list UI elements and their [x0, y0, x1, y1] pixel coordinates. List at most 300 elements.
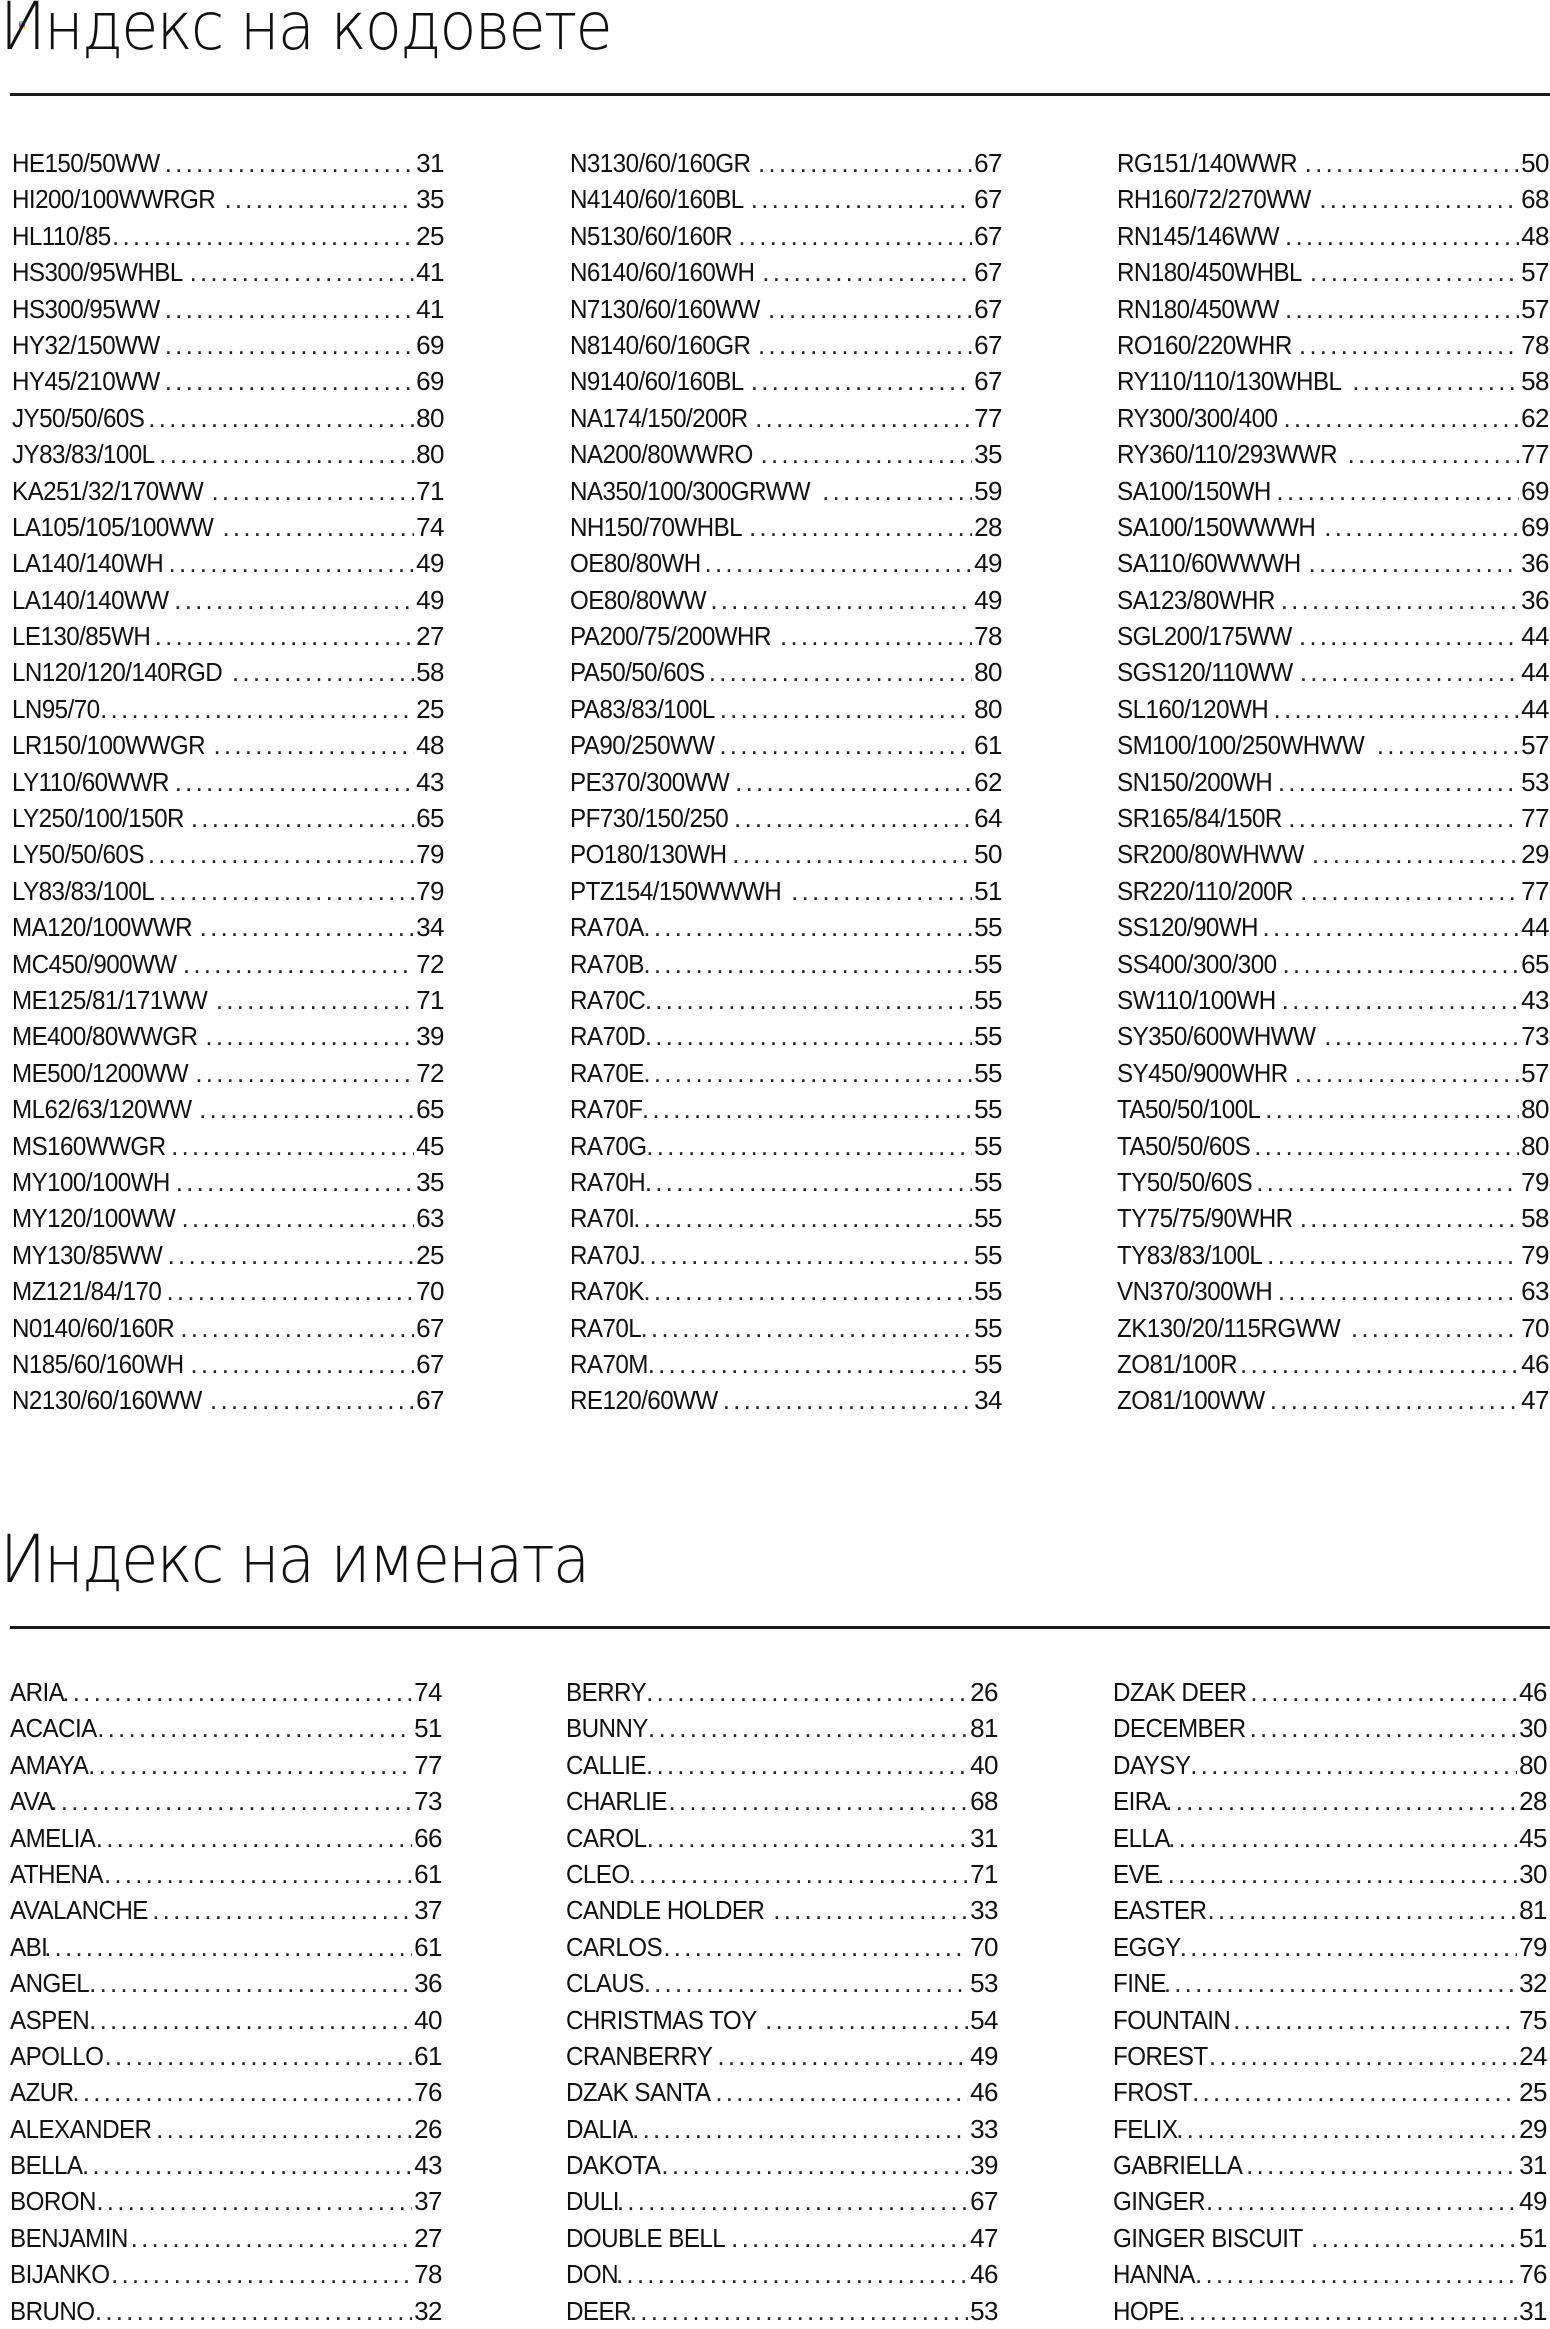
index-entry [570, 1200, 1002, 1236]
dot-leader [1288, 800, 1519, 836]
entry-page-number: 59 [974, 475, 1002, 506]
entry-label: ABI [10, 1931, 48, 1962]
entry-page-number: 40 [970, 1749, 998, 1780]
entry-label: PE370/300WW [570, 766, 730, 797]
entry-page-number: 55 [974, 1021, 1002, 1052]
dot-leader [1190, 1747, 1517, 1783]
index-entry [570, 509, 1002, 545]
entry-page-number: 49 [416, 584, 444, 615]
index-entry [12, 1237, 444, 1273]
dot-leader [643, 1273, 972, 1309]
dot-leader [168, 1237, 414, 1273]
entry-label: MS160WWGR [12, 1130, 166, 1161]
entry-label: RA70D [570, 1021, 646, 1052]
dot-leader [1178, 2293, 1517, 2329]
entry-label: NA200/80WWRO [570, 439, 753, 470]
dot-leader [96, 2183, 412, 2219]
entry-page-number: 73 [1521, 1021, 1549, 1052]
dot-leader [171, 1128, 414, 1164]
entry-label: RA70E [570, 1057, 644, 1088]
entry-page-number: 49 [416, 548, 444, 579]
index-entry [566, 2074, 998, 2110]
index-entry [566, 2293, 998, 2329]
entry-page-number: 55 [974, 1057, 1002, 1088]
names-index-title: Индекс на имената [0, 1521, 589, 1598]
entry-page-number: 45 [416, 1130, 444, 1161]
entry-page-number: 37 [414, 1895, 442, 1926]
index-entry [12, 1018, 444, 1054]
entry-label: ME125/81/171WW [12, 984, 208, 1015]
entry-label: N5130/60/160R [570, 220, 733, 251]
dot-leader [641, 1310, 973, 1346]
dot-leader [1285, 291, 1519, 327]
entry-page-number: 71 [416, 984, 444, 1015]
entry-label: AZUR [10, 2077, 74, 2108]
index-entry [10, 1820, 442, 1856]
entry-page-number: 36 [1521, 548, 1549, 579]
index-entry [566, 1965, 998, 2001]
entry-label: N4140/60/160BL [570, 184, 744, 215]
entry-page-number: 24 [1519, 2040, 1547, 2071]
index-entry [10, 1710, 442, 1746]
index-entry [10, 2220, 442, 2256]
index-entry [1117, 1346, 1549, 1382]
entry-page-number: 36 [414, 1968, 442, 1999]
dot-leader [630, 2293, 968, 2329]
index-entry [1117, 400, 1549, 436]
entry-page-number: 80 [416, 402, 444, 433]
entry-label: SA100/150WH [1117, 475, 1271, 506]
dot-leader [88, 1747, 412, 1783]
entry-label: SY350/600WHWW [1117, 1021, 1316, 1052]
entry-label: BRUNO [10, 2295, 95, 2326]
index-entry [570, 691, 1002, 727]
entry-label: HL110/85 [12, 220, 111, 251]
dot-leader [1209, 2038, 1517, 2074]
entry-page-number: 67 [416, 1348, 444, 1379]
entry-page-number: 26 [970, 1677, 998, 1707]
entry-page-number: 70 [416, 1276, 444, 1307]
entry-page-number: 79 [416, 839, 444, 870]
index-entry [570, 145, 1002, 181]
entry-page-number: 73 [414, 1786, 442, 1817]
entry-page-number: 80 [974, 657, 1002, 688]
entry-label: LE130/85WH [12, 621, 151, 652]
index-entry [10, 1929, 442, 1965]
entry-label: KA251/32/170WW [12, 475, 204, 506]
entry-label: NA174/150/200R [570, 402, 748, 433]
entry-label: SW110/100WH [1117, 984, 1276, 1015]
entry-page-number: 70 [970, 1931, 998, 1962]
index-entry [1117, 1200, 1549, 1236]
index-entry [566, 1674, 998, 1710]
dot-leader [190, 254, 415, 290]
dot-leader [180, 1310, 414, 1346]
entry-label: RA70J [570, 1239, 640, 1270]
entry-label: GINGER BISCUIT [1113, 2222, 1303, 2253]
codes-column-1 [12, 145, 444, 1419]
index-entry [12, 473, 444, 509]
entry-page-number: 51 [1519, 2222, 1547, 2253]
entry-page-number: 43 [414, 2150, 442, 2181]
index-entry [10, 2002, 442, 2038]
entry-page-number: 77 [1521, 803, 1549, 834]
index-entry [12, 1055, 444, 1091]
dot-leader [1311, 2220, 1517, 2256]
index-entry [12, 873, 444, 909]
index-entry [12, 691, 444, 727]
dot-leader [50, 1783, 412, 1819]
entry-label: ACACIA [10, 1713, 97, 1744]
dot-leader [1299, 327, 1519, 363]
entry-label: SS400/300/300 [1117, 948, 1277, 979]
index-entry [1117, 764, 1549, 800]
dot-leader [762, 254, 972, 290]
index-entry [12, 1346, 444, 1382]
entry-label: BENJAMIN [10, 2222, 128, 2253]
index-entry [12, 800, 444, 836]
index-entry [1117, 654, 1549, 690]
entry-page-number: 53 [970, 2295, 998, 2326]
entry-label: RN180/450WW [1117, 293, 1279, 324]
entry-label: AVALANCHE [10, 1895, 148, 1926]
index-entry [12, 181, 444, 217]
index-entry [1117, 181, 1549, 217]
dot-leader [773, 1892, 968, 1928]
entry-label: HE150/50WW [12, 148, 160, 178]
dot-leader [710, 582, 972, 618]
entry-label: N6140/60/160WH [570, 257, 755, 288]
entry-label: LY83/83/100L [12, 875, 155, 906]
index-entry [1117, 327, 1549, 363]
index-entry [1117, 1273, 1549, 1309]
index-entry [10, 2293, 442, 2329]
index-entry [566, 2111, 998, 2147]
dot-leader [166, 1273, 414, 1309]
entry-page-number: 71 [970, 1858, 998, 1889]
dot-leader [735, 764, 972, 800]
entry-page-number: 26 [414, 2113, 442, 2144]
entry-page-number: 34 [974, 1385, 1002, 1416]
entry-label: RY300/300/400 [1117, 402, 1278, 433]
entry-page-number: 80 [1519, 1749, 1547, 1780]
index-entry [570, 727, 1002, 763]
entry-page-number: 45 [1519, 1822, 1547, 1853]
entry-label: PTZ154/150WWWH [570, 875, 782, 906]
entry-label: RA70C [570, 984, 646, 1015]
entry-label: CLAUS [566, 1968, 644, 1999]
index-entry [1113, 1783, 1547, 1819]
entry-label: SA123/80WHR [1117, 584, 1275, 615]
entry-label: LY110/60WWR [12, 766, 169, 797]
entry-page-number: 49 [970, 2040, 998, 2071]
dot-leader [643, 946, 972, 982]
entry-label: HS300/95WHBL [12, 257, 183, 288]
entry-page-number: 46 [1521, 1348, 1549, 1379]
dot-leader [183, 946, 414, 982]
entry-page-number: 69 [1521, 511, 1549, 542]
entry-label: FOUNTAIN [1113, 2004, 1231, 2035]
entry-page-number: 28 [1519, 1786, 1547, 1817]
dot-leader [97, 1710, 412, 1746]
index-entry [10, 1783, 442, 1819]
entry-page-number: 44 [1521, 657, 1549, 688]
entry-label: DAYSY [1113, 1749, 1191, 1780]
index-entry [570, 764, 1002, 800]
index-entry [1117, 1091, 1549, 1127]
entry-label: RY360/110/293WWR [1117, 439, 1338, 470]
index-entry [1117, 473, 1549, 509]
entry-page-number: 70 [1521, 1312, 1549, 1343]
entry-page-number: 67 [970, 2186, 998, 2217]
entry-label: CRANBERRY [566, 2040, 713, 2071]
entry-label: BORON [10, 2186, 96, 2217]
dot-leader [780, 618, 972, 654]
dot-leader [131, 2220, 412, 2256]
dot-leader [1270, 1382, 1519, 1418]
dot-leader [715, 2074, 968, 2110]
dot-leader [646, 1128, 972, 1164]
dot-leader [232, 654, 414, 690]
entry-label: EASTER [1113, 1895, 1207, 1926]
index-entry [570, 909, 1002, 945]
index-entry [12, 582, 444, 618]
index-entry [570, 1128, 1002, 1164]
index-entry [1113, 1965, 1547, 2001]
dot-leader [761, 436, 973, 472]
index-entry [1113, 1892, 1547, 1928]
codes-index-title: Индекс на кодовете [0, 0, 611, 65]
dot-leader [758, 145, 972, 181]
dot-leader [633, 1200, 972, 1236]
dot-leader [751, 363, 972, 399]
entry-label: NA350/100/300GRWW [570, 475, 811, 506]
entry-page-number: 76 [1519, 2259, 1547, 2290]
entry-label: TY50/50/60S [1117, 1166, 1253, 1197]
dot-leader [1233, 2002, 1517, 2038]
entry-label: ASPEN [10, 2004, 90, 2035]
index-entry [1117, 946, 1549, 982]
index-entry [12, 1091, 444, 1127]
entry-label: DOUBLE BELL [566, 2222, 726, 2253]
entry-label: N3130/60/160GR [570, 148, 751, 178]
index-entry [12, 218, 444, 254]
names-column-3 [1113, 1674, 1547, 2329]
index-entry [1117, 1018, 1549, 1054]
dot-leader [749, 509, 972, 545]
entry-label: N9140/60/160BL [570, 366, 744, 397]
entry-page-number: 55 [974, 912, 1002, 943]
dot-leader [646, 1747, 968, 1783]
entry-page-number: 25 [416, 220, 444, 251]
dot-leader [155, 618, 414, 654]
entry-label: TA50/50/60S [1117, 1130, 1251, 1161]
index-entry [1117, 545, 1549, 581]
dot-leader [224, 181, 414, 217]
index-entry [570, 327, 1002, 363]
entry-page-number: 50 [974, 839, 1002, 870]
index-entry [1113, 2111, 1547, 2147]
entry-label: BIJANKO [10, 2259, 110, 2290]
entry-label: DALIA [566, 2113, 634, 2144]
entry-label: HS300/95WW [12, 293, 160, 324]
entry-label: DON [566, 2259, 619, 2290]
entry-page-number: 67 [974, 257, 1002, 288]
entry-page-number: 61 [414, 1931, 442, 1962]
entry-page-number: 72 [416, 948, 444, 979]
entry-page-number: 55 [974, 948, 1002, 979]
entry-label: NH150/70WHBL [570, 511, 743, 542]
index-entry [12, 291, 444, 327]
dot-leader [1276, 473, 1519, 509]
entry-label: ML62/63/120WW [12, 1094, 192, 1125]
index-entry [1113, 2293, 1547, 2329]
entry-page-number: 81 [970, 1713, 998, 1744]
dot-leader [195, 1055, 414, 1091]
entry-page-number: 44 [1521, 621, 1549, 652]
entry-page-number: 57 [1521, 293, 1549, 324]
dot-leader [755, 400, 972, 436]
entry-label: LR150/100WWGR [12, 730, 205, 761]
dot-leader [199, 1091, 414, 1127]
index-entry [1117, 291, 1549, 327]
entry-page-number: 74 [416, 511, 444, 542]
dot-leader [1377, 727, 1519, 763]
entry-label: N8140/60/160GR [570, 329, 751, 360]
entry-label: ME400/80WWGR [12, 1021, 198, 1052]
entry-label: RE120/60WW [570, 1385, 718, 1416]
entry-label: MZ121/84/170 [12, 1276, 162, 1307]
index-entry [12, 946, 444, 982]
entry-label: RN145/146WW [1117, 220, 1279, 251]
entry-label: GINGER [1113, 2186, 1206, 2217]
entry-page-number: 69 [416, 329, 444, 360]
entry-label: MY130/85WW [12, 1239, 163, 1270]
entry-page-number: 77 [414, 1749, 442, 1780]
entry-label: CHRISTMAS TOY [566, 2004, 757, 2035]
dot-leader [1164, 1965, 1517, 2001]
entry-page-number: 61 [414, 1858, 442, 1889]
dot-leader [112, 218, 414, 254]
index-entry [1117, 363, 1549, 399]
entry-page-number: 53 [1521, 766, 1549, 797]
entry-label: APOLLO [10, 2040, 104, 2071]
index-entry [1113, 1674, 1547, 1710]
dot-leader [705, 545, 973, 581]
index-entry [570, 291, 1002, 327]
entry-page-number: 57 [1521, 730, 1549, 761]
entry-label: GABRIELLA [1113, 2150, 1243, 2181]
entry-page-number: 58 [1521, 366, 1549, 397]
entry-page-number: 55 [974, 1166, 1002, 1197]
index-entry [1117, 436, 1549, 472]
names-title-divider [10, 1626, 1550, 1629]
dot-leader [719, 727, 972, 763]
entry-page-number: 50 [1521, 148, 1549, 178]
entry-page-number: 35 [416, 184, 444, 215]
entry-label: JY50/50/60S [12, 402, 145, 433]
entry-page-number: 55 [974, 1348, 1002, 1379]
dot-leader [643, 909, 972, 945]
dot-leader [1157, 1856, 1517, 1892]
entry-page-number: 55 [974, 1239, 1002, 1270]
index-entry [10, 2183, 442, 2219]
entry-page-number: 34 [416, 912, 444, 943]
entry-page-number: 49 [1519, 2186, 1547, 2217]
dot-leader [1250, 1710, 1518, 1746]
dot-leader [190, 1346, 414, 1382]
entry-label: CLEO [566, 1858, 630, 1889]
entry-page-number: 32 [1519, 1968, 1547, 1999]
entry-label: N0140/60/160R [12, 1312, 175, 1343]
entry-label: ARIA [10, 1677, 65, 1707]
index-entry [12, 1164, 444, 1200]
dot-leader [1176, 2111, 1517, 2147]
index-entry [1117, 145, 1549, 181]
index-entry [566, 2220, 998, 2256]
entry-page-number: 67 [974, 293, 1002, 324]
entry-label: BUNNY [566, 1713, 648, 1744]
index-entry [10, 2256, 442, 2292]
dot-leader [89, 2002, 412, 2038]
entry-label: DZAK SANTA [566, 2077, 711, 2108]
entry-page-number: 44 [1521, 912, 1549, 943]
index-entry [12, 982, 444, 1018]
dot-leader [1267, 1237, 1519, 1273]
entry-page-number: 62 [974, 766, 1002, 797]
entry-label: EGGY [1113, 1931, 1181, 1962]
entry-page-number: 79 [1519, 1931, 1547, 1962]
index-entry [566, 1892, 998, 1928]
entry-label: LN120/120/140RGD [12, 657, 223, 688]
dot-leader [717, 2038, 968, 2074]
entry-label: RA70B [570, 948, 644, 979]
index-entry [10, 1747, 442, 1783]
entry-page-number: 80 [1521, 1094, 1549, 1125]
entry-label: SA110/60WWWH [1117, 548, 1301, 579]
index-entry [570, 946, 1002, 982]
dot-leader [648, 1346, 972, 1382]
dot-leader [768, 291, 972, 327]
entry-label: MY120/100WW [12, 1203, 176, 1234]
entry-page-number: 51 [974, 875, 1002, 906]
entry-page-number: 68 [1521, 184, 1549, 215]
dot-leader [111, 2256, 412, 2292]
dot-leader [751, 181, 972, 217]
index-entry [12, 836, 444, 872]
dot-leader [210, 1382, 414, 1418]
entry-label: DULI [566, 2186, 619, 2217]
dot-leader [165, 145, 414, 181]
entry-page-number: 49 [974, 548, 1002, 579]
index-entry [12, 909, 444, 945]
entry-page-number: 25 [416, 1239, 444, 1270]
dot-leader [765, 2002, 968, 2038]
dot-leader [628, 1856, 968, 1892]
entry-label: PF730/150/250 [570, 803, 729, 834]
index-entry [566, 2256, 998, 2292]
dot-leader [617, 2183, 968, 2219]
entry-page-number: 36 [1521, 584, 1549, 615]
entry-page-number: 67 [974, 329, 1002, 360]
index-entry [570, 400, 1002, 436]
entry-label: MY100/100WH [12, 1166, 170, 1197]
entry-page-number: 57 [1521, 257, 1549, 288]
index-entry [1113, 2002, 1547, 2038]
index-entry [10, 2074, 442, 2110]
index-entry [570, 1273, 1002, 1309]
entry-label: VN370/300WH [1117, 1276, 1273, 1307]
